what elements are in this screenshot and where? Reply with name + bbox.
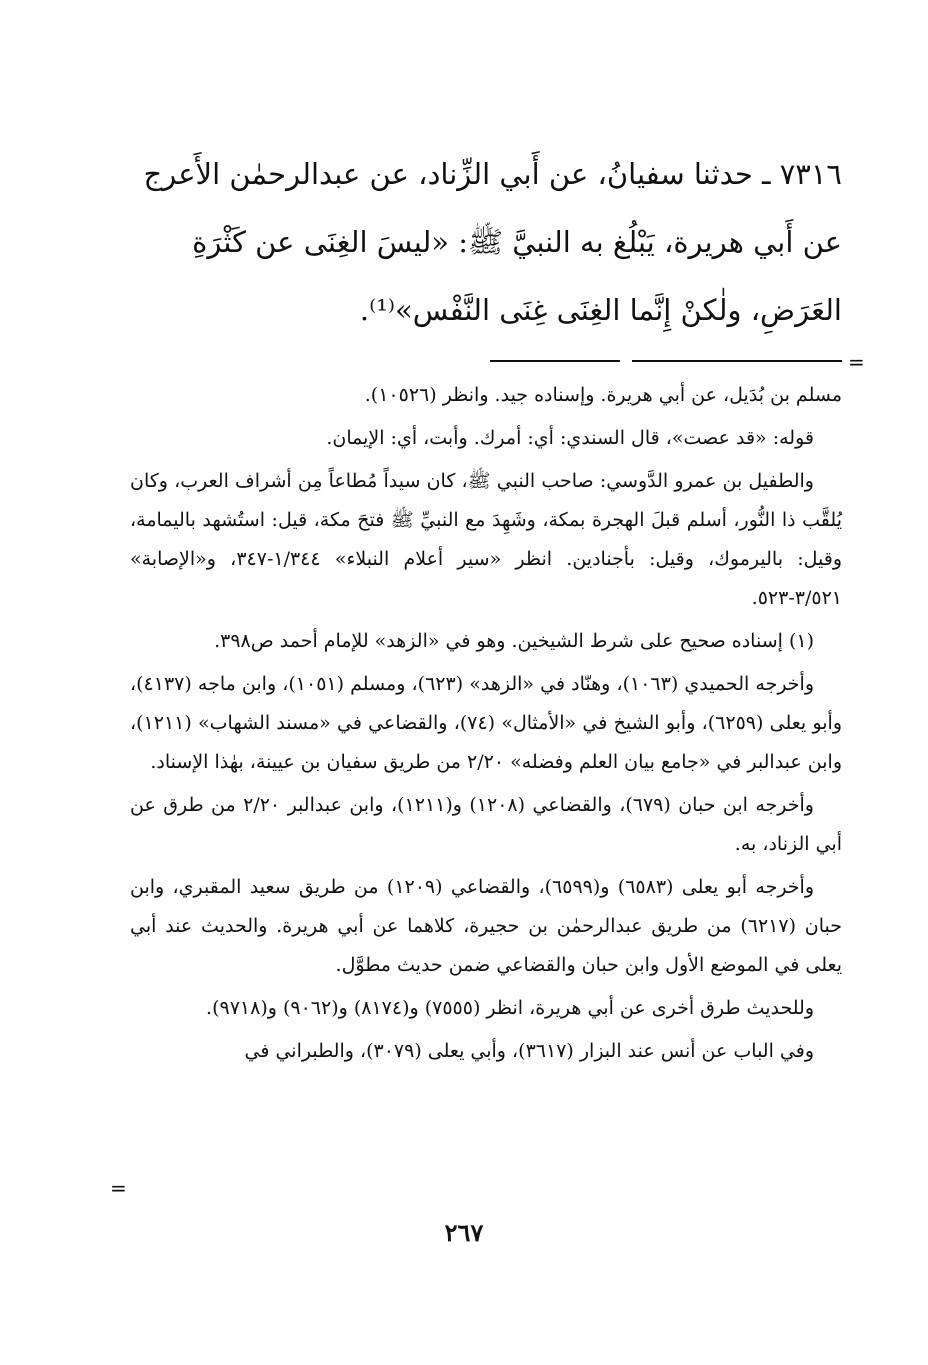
continuation-mark-bottom: = — [110, 1176, 127, 1200]
footnote-paragraph: وأخرجه ابن حبان (٦٧٩)، والقضاعي (١٢٠٨) و(١٢١١)، وابن عبدالبر ٢/٢٠ من طرق عن أبي الزناد، به. — [130, 794, 842, 855]
hadith-line-1: ٧٣١٦ ـ حدثنا سفيانُ، عن أَبي الزِّناد، عن عبدالرحمٰن الأَعرج — [143, 157, 842, 191]
footnote-paragraph: قوله: «قد عصت»، قال السندي: أي: أمرك. وأبت، أي: الإيمان. — [326, 427, 814, 449]
hadith-line-2: عن أَبي هريرة، يَبْلُغ به النبيَّ ﷺ: «ليسَ الغِنَى عن كَثْرَةِ — [192, 225, 842, 259]
footnote-paragraph: وأخرجه أبو يعلى (٦٥٨٣) و(٦٥٩٩)، والقضاعي (١٢٠٩) من طريق سعيد المقبري، وابن حبان (٦٢١٧) من طريق عبدالرحمٰن بن حجيرة، كلاهما عن أبي هريرة. والحديث عند أبي يعلى في الموضع الأول وابن حبان والقضاعي ضمن حديث مطوَّل. — [130, 876, 842, 976]
page-number: ٢٦٧ — [444, 1218, 484, 1247]
hadith-line-3: العَرَضِ، ولٰكنْ إِنَّما الغِنَى غِنَى النَّفْس»⁽¹⁾. — [359, 293, 842, 327]
footnote-paragraph: والطفيل بن عمرو الدَّوسي: صاحب النبي ﷺ، كان سيداً مُطاعاً مِن أشراف العرب، وكان يُلقَّب ذا النُّور، أسلم قبلَ الهجرة بمكة، وشَهِدَ مع النبيِّ ﷺ فتحَ مكة، قيل: استُشهد باليمامة، وقيل: باليرموك، وقيل: بأجنادين. انظر «سير أعلام النبلاء» ١/٣٤٤-٣٤٧، و«الإصابة» ٣/٥٢١-٥٢٣. — [130, 470, 843, 609]
footnote-separator — [130, 350, 842, 370]
footnote-paragraph: وللحديث طرق أخرى عن أبي هريرة، انظر (٧٥٥٥) و(٨١٧٤) و(٩٠٦٢) و(٩٧١٨). — [206, 997, 814, 1019]
separator-line-left — [490, 360, 620, 362]
footnotes — [130, 376, 842, 1071]
continuation-mark-top: = — [848, 350, 865, 374]
footnote-continuation: مسلم بن بُدَيل، عن أبي هريرة. وإسناده جيد. وانظر (١٠٥٢٦). — [364, 384, 842, 406]
separator-line-right — [632, 360, 842, 362]
hadith-text — [130, 140, 842, 344]
footnote-paragraph-last: وفي الباب عن أنس عند البزار (٣٦١٧)، وأبي يعلى (٣٠٧٩)، والطبراني في — [244, 1040, 814, 1062]
footnote-1-heading: (١) إسناده صحيح على شرط الشيخين. وهو في «الزهد» للإمام أحمد ص٣٩٨. — [214, 630, 814, 652]
page-body — [130, 140, 842, 1075]
footnote-paragraph: وأخرجه الحميدي (١٠٦٣)، وهنّاد في «الزهد» (٦٢٣)، ومسلم (١٠٥١)، وابن ماجه (٤١٣٧)، وأبو يعلى (٦٢٥٩)، وأبو الشيخ في «الأمثال» (٧٤)، والقضاعي في «مسند الشهاب» (١٢١١)، وابن عبدالبر في «جامع بيان العلم وفضله» ٢/٢٠ من طريق سفيان بن عيينة، بهٰذا الإسناد. — [130, 673, 842, 773]
